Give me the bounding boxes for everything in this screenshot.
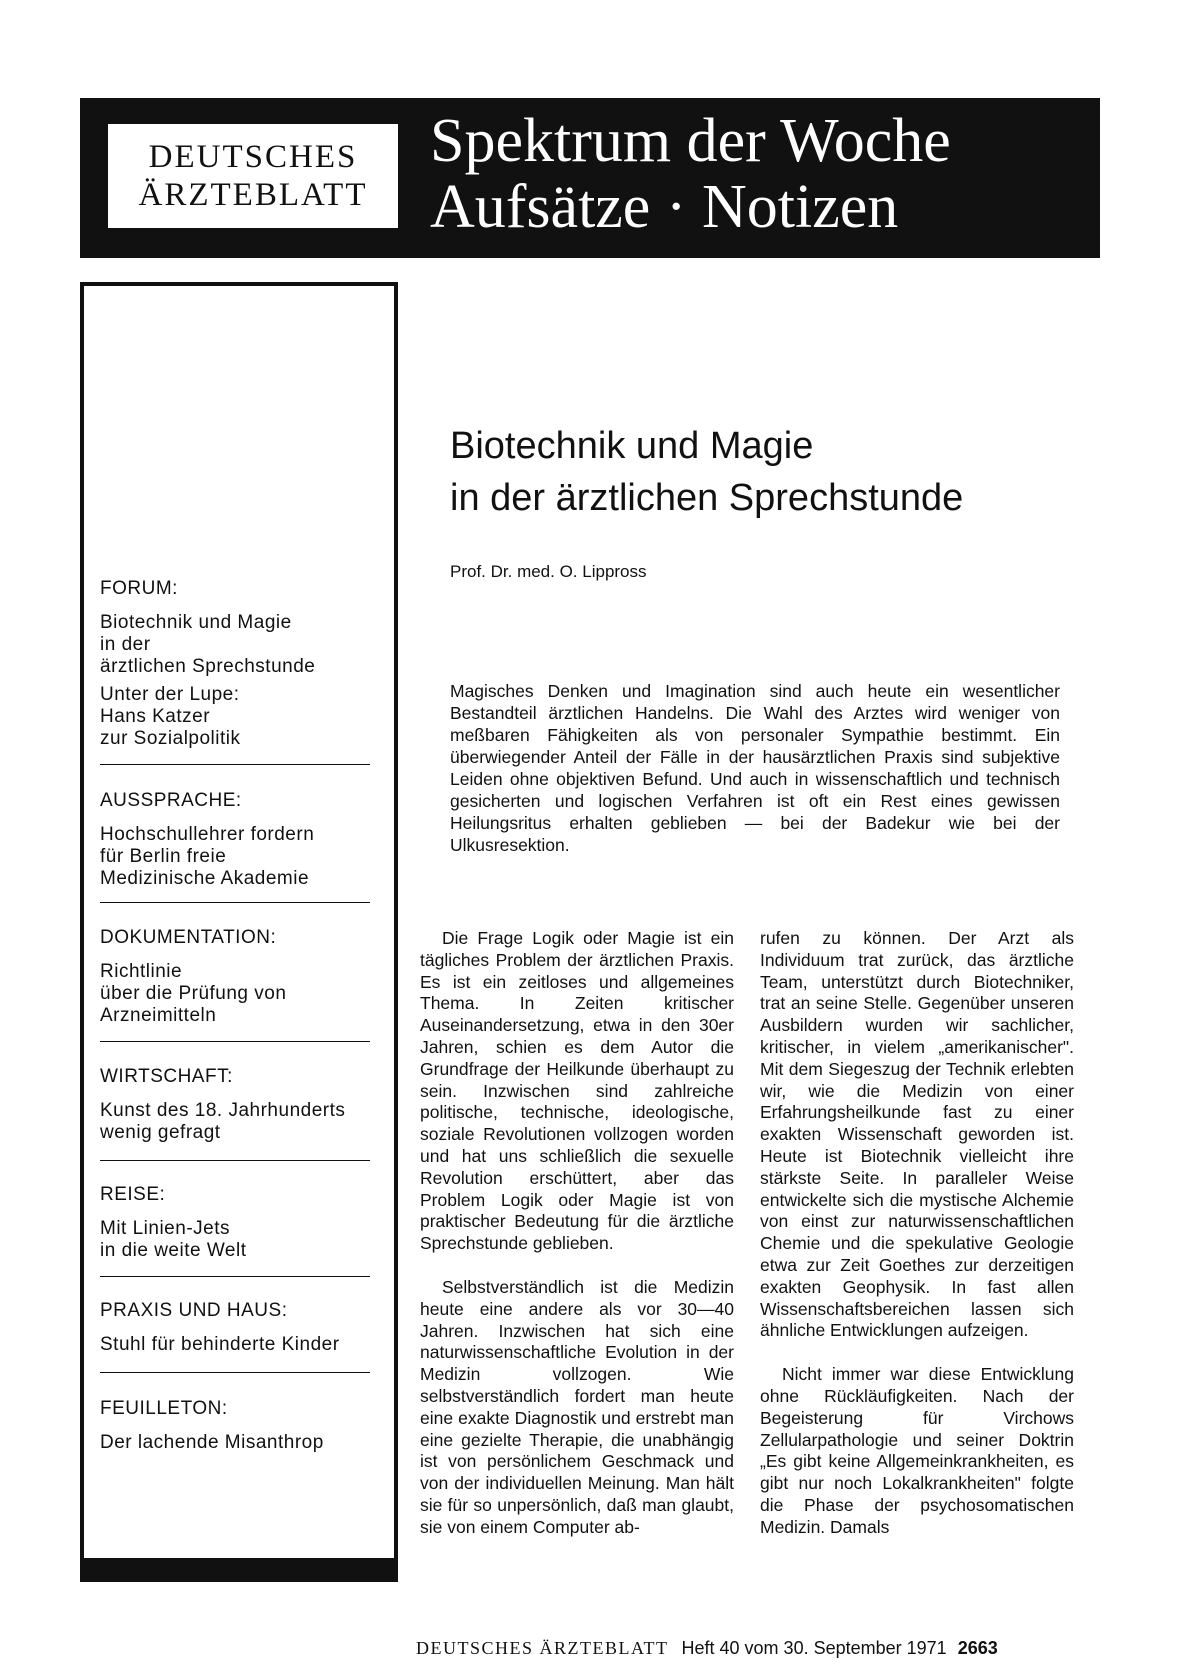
article-lead: Magisches Denken und Imagination sind auch heute ein wesentlicher Bestandteil ärztlichen Handelns. Die Wahl des Arztes wird weniger von meßbaren Fähigkeiten als von personaler Sympathie bestimmt. Ein überwiegender Anteil der Fälle in der hausärztlichen Praxis sind subjektive Leiden ohne objektiven Befund. Und auch in wissenschaftlich und technisch gesicherten und logischen Verfahren ist oft ein Rest eines gewissen Heilungsritus erhalten geblieben — bei der Badekur wie bei der Ulkusresektion. [450,681,1060,855]
article-title-line-2: in der ärztlichen Sprechstunde [450,477,964,519]
footer-masthead: DEUTSCHES ÄRZTEBLATT [416,1638,669,1658]
footer-issue: Heft 40 vom 30. September 1971 [681,1638,947,1658]
page-number: 2663 [957,1638,998,1658]
sidebar-section-wirtschaft [100,1066,370,1144]
sidebar-item: Kunst des 18. Jahrhunderts wenig gefragt [100,1100,346,1143]
sidebar-item: Richtlinie über die Prüfung von Arzneimitteln [100,961,287,1026]
paragraph: Nicht immer war diese Entwicklung ohne Rückläufigkeiten. Nach der Begeisterung für Virchows Zellularpathologie und seiner Doktrin „Es gibt keine Allgemeinkrankheiten, es gibt nur noch Lokalkrankheiten" folgte die Phase der psychosomatischen Medizin. Damals [760,1364,1074,1537]
paragraph: rufen zu können. Der Arzt als Individuum trat zurück, das ärztliche Team, unterstützt durch Biotechniker, trat an seine Stelle. Gegenüber unseren Ausbildern wurden wir sachlicher, kritischer, in vielem „amerikanischer". Mit dem Siegeszug der Technik erlebten wir, wie die Medizin von einer Erfahrungsheilkunde fast zu einer exakten Wissenschaft geworden ist. Heute ist Biotechnik vielleicht ihre stärkste Seite. In paralleler Weise entwickelte sich die mystische Alchemie von einst zur naturwissenschaftlichen Chemie und die spekulative Geologie etwa zur Zeit Goethes zur derzeitigen exakten Geophysik. In fast allen Wissenschaftsbereichen lassen sich ähnliche Entwicklungen aufzeigen. [760,928,1074,1341]
article-title-line-1: Biotechnik und Magie [450,425,814,467]
paragraph: Die Frage Logik oder Magie ist ein tägliches Problem der ärztlichen Praxis. Es ist ein zeitloses und allgemeines Thema. In Zeiten kritischer Auseinandersetzung, etwa in den 30er Jahren, schien es dem Autor die Grundfrage der Heilkunde überhaupt zu sein. Inzwischen sind zahlreiche politische, technische, ideologische, soziale Revolutionen vollzogen worden und hat uns schließlich die sexuelle Revolution erschüttert, aber das Problem Logik oder Magie ist von praktischer Bedeutung für die ärztliche Sprechstunde geblieben. [420,928,734,1254]
sidebar-item: Unter der Lupe: Hans Katzer zur Sozialpolitik [100,684,241,749]
sidebar-item: Biotechnik und Magie in der ärztlichen Sprechstunde [100,612,316,677]
section-title [430,108,1090,240]
page-footer [416,1638,998,1659]
sidebar-heading: DOKUMENTATION: [100,927,277,948]
divider [100,764,370,765]
divider [100,1041,370,1042]
divider [100,1372,370,1373]
article-column-2 [760,928,1074,1561]
sidebar-section-aussprache [100,790,370,890]
paragraph: Selbstverständlich ist die Medizin heute eine andere als vor 30—40 Jahren. Inzwischen hat sich eine naturwissenschaftliche Evolution in der Medizin vollzogen. Wie selbstverständlich fordert man heute eine exakte Diagnostik und erstrebt man eine gezielte Therapie, die unabhängig ist von persönlichem Geschmack und von der individuellen Meinung. Man hält sie für so unpersönlich, daß man glaubt, sie von einem Computer ab- [420,1276,734,1537]
section-title-line-1: Spektrum der Woche [430,107,951,175]
sidebar-section-reise [100,1184,370,1262]
sidebar-section-praxis-und-haus [100,1300,370,1356]
sidebar-section-forum [100,578,370,750]
sidebar-item: Hochschullehrer fordern für Berlin freie Medizinische Akademie [100,824,315,889]
journal-logo [108,124,398,228]
sidebar-heading: FEUILLETON: [100,1398,228,1419]
sidebar-item: Mit Linien-Jets in die weite Welt [100,1218,247,1261]
divider [100,902,370,903]
sidebar-heading: PRAXIS UND HAUS: [100,1300,288,1321]
section-title-line-2: Aufsätze · Notizen [430,173,899,241]
logo-line-1: DEUTSCHES [148,139,358,175]
sidebar-item: Stuhl für behinderte Kinder [100,1334,340,1355]
logo-line-2: ÄRZTEBLATT [138,177,368,213]
sidebar-section-feuilleton [100,1398,370,1454]
sidebar-section-dokumentation [100,927,370,1027]
article-column-1 [420,928,734,1561]
divider [100,1276,370,1277]
sidebar-heading: WIRTSCHAFT: [100,1066,233,1087]
article-author: Prof. Dr. med. O. Lippross [450,562,647,581]
article-title [450,420,963,524]
divider [100,1160,370,1161]
sidebar-heading: FORUM: [100,578,178,599]
sidebar-item: Der lachende Misanthrop [100,1432,324,1453]
sidebar-heading: AUSSPRACHE: [100,790,242,811]
sidebar-heading: REISE: [100,1184,166,1205]
